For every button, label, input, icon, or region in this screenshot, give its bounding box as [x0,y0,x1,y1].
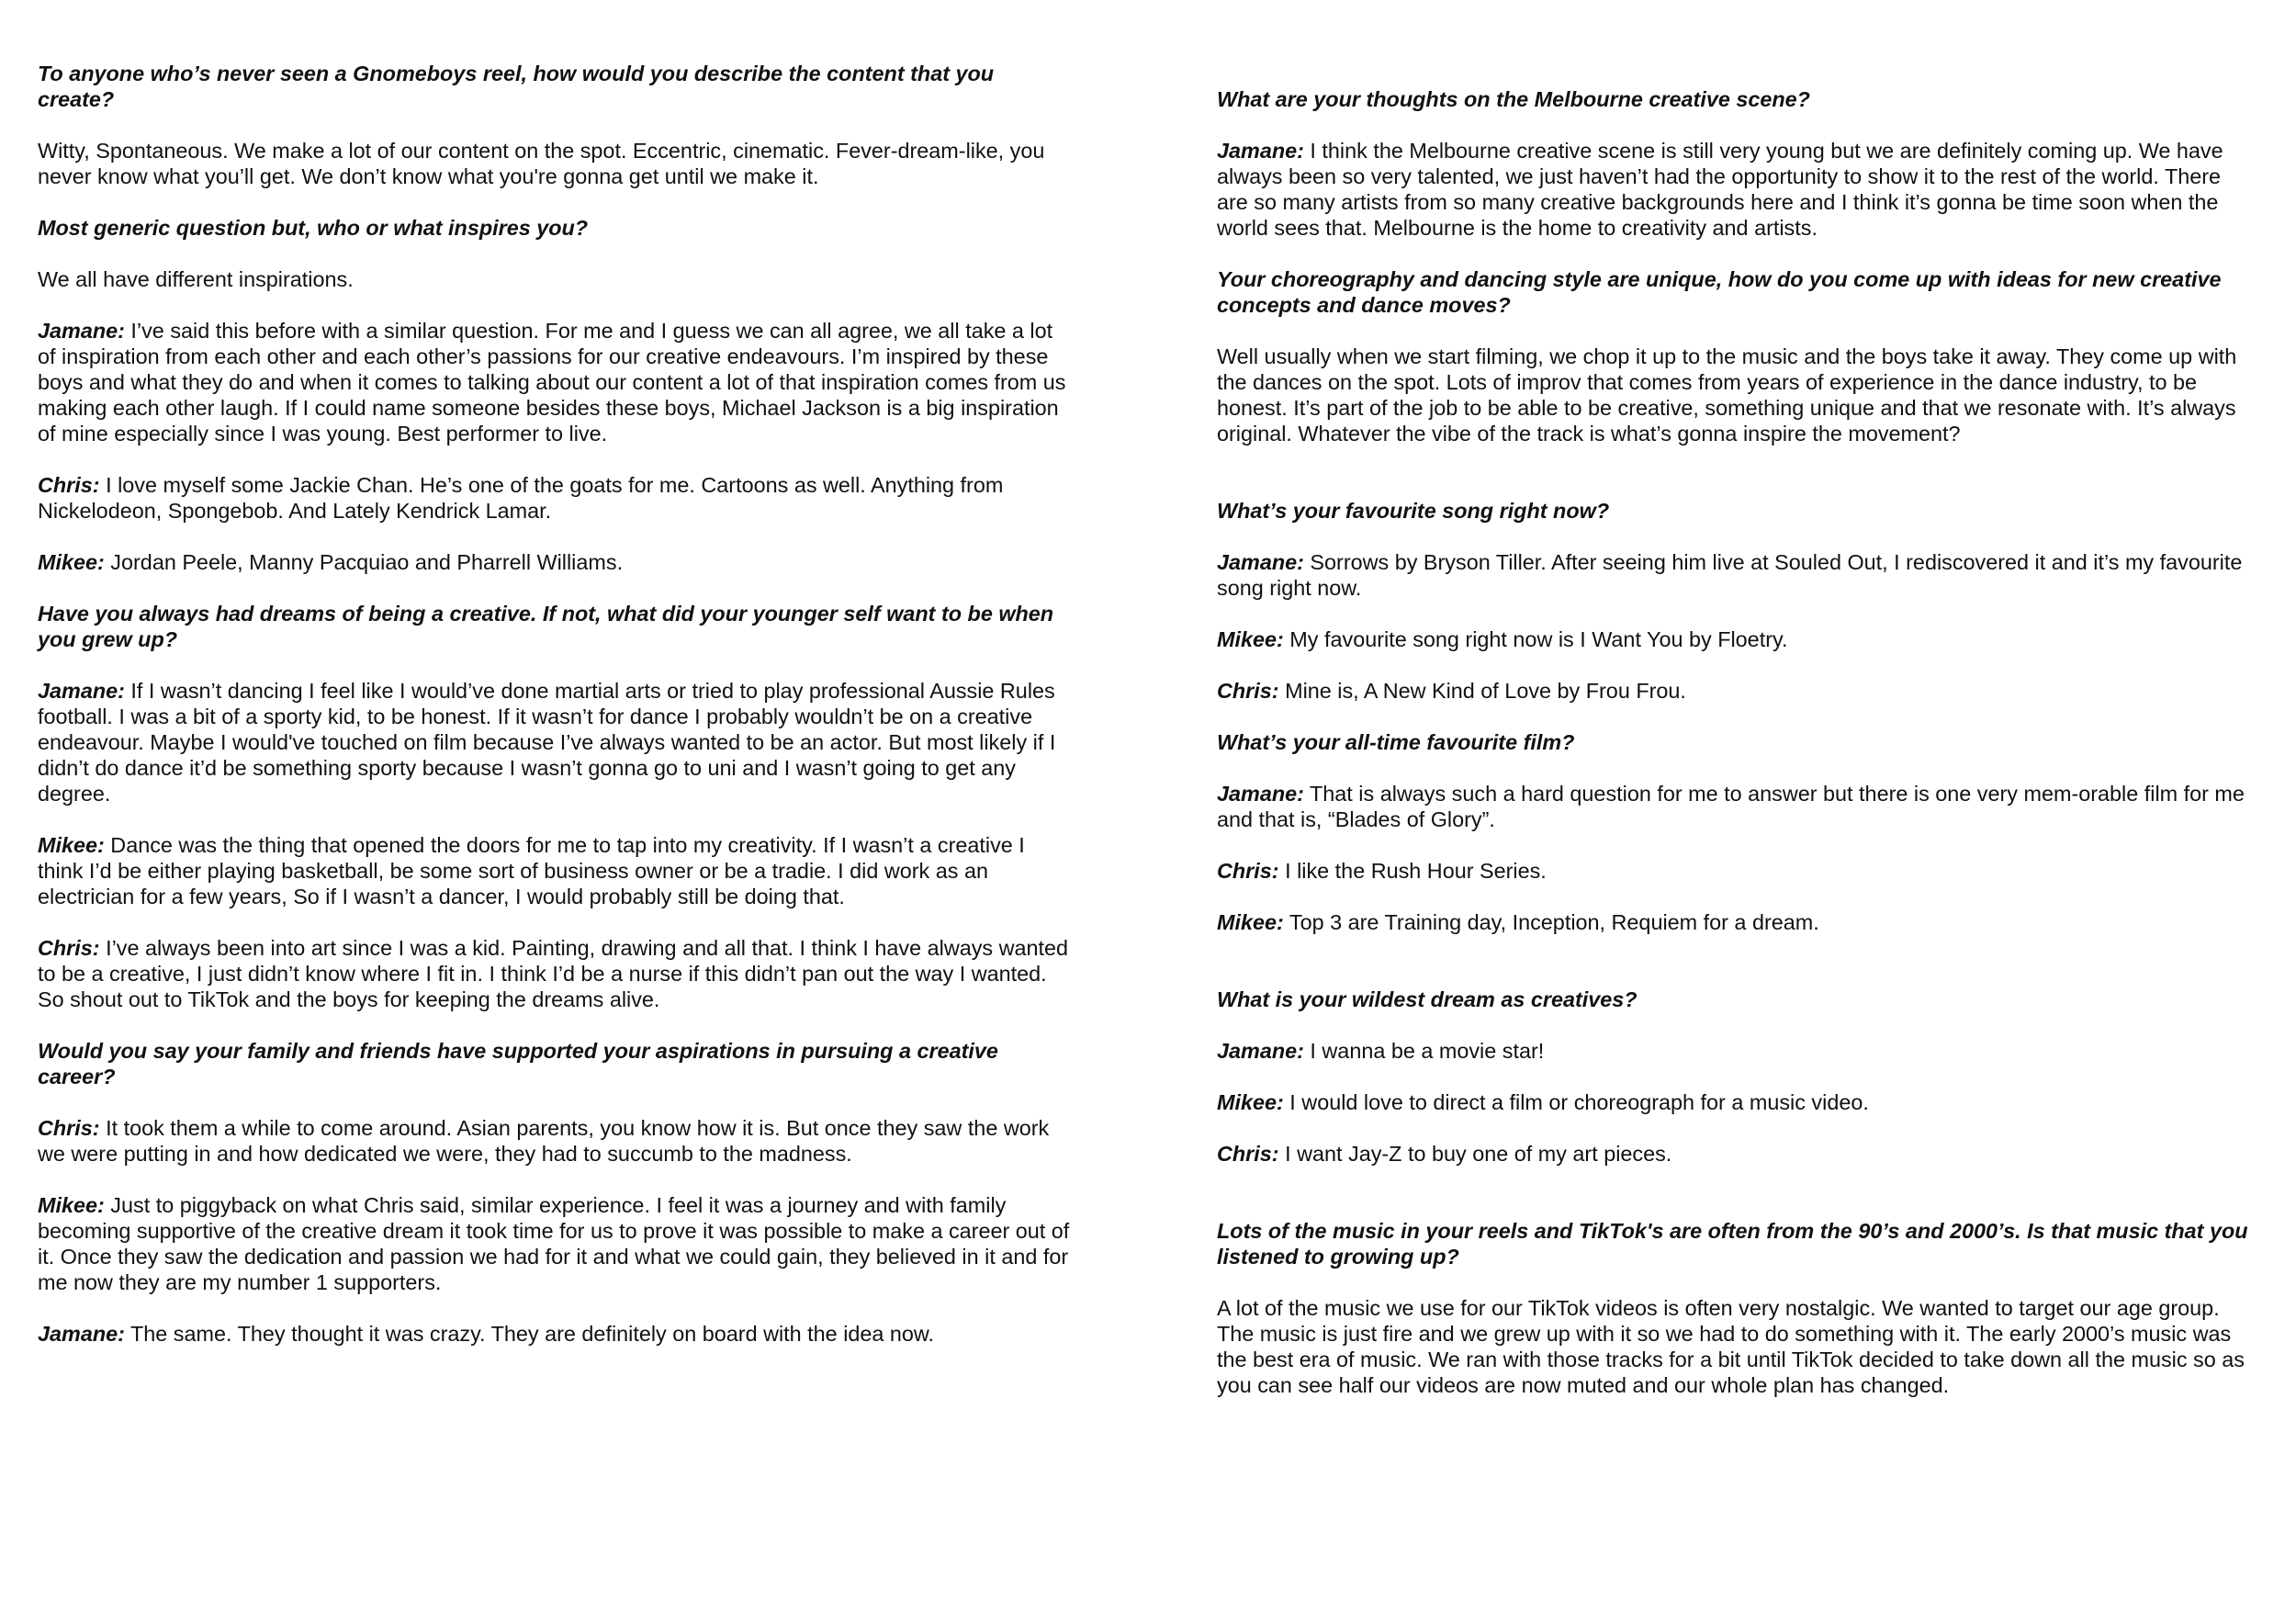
interview-answer [1217,678,2250,704]
interview-question: What’s your all-time favourite film? [1217,730,1575,754]
interview-answer [1217,1089,2250,1115]
answer-text: The same. They thought it was crazy. They are definitely on board with the idea now. [124,1322,935,1346]
speaker-name: Chris: [38,473,100,497]
speaker-name: Mikee: [38,1193,105,1217]
interview-paragraph: Well usually when we start filming, we chop it up to the music and the boys take it away. They come up with the dances on the spot. Lots of improv that comes from years of experience in the dance industry, to be honest. It’s part of the job to be able to be creative, something unique and that we resonate with. It’s always original. Whatever the vibe of the track is what’s gonna inspire the movement? [1217,344,2237,445]
interview-answer [38,935,1071,1012]
interview-answer [38,1192,1071,1295]
interview-question: What is your wildest dream as creatives? [1217,987,1638,1011]
answer-text: I like the Rush Hour Series. [1278,859,1547,883]
interview-answer [1217,1038,2250,1064]
answer-text: It took them a while to come around. Asian parents, you know how it is. But once they saw the work we were putting in and how dedicated we were, they had to succumb to the madness. [38,1116,1050,1166]
interview-paragraph: We all have different inspirations. [38,267,354,291]
interview-question: Lots of the music in your reels and TikTok's are often from the 90’s and 2000’s. Is that music that you listened to growing up? [1217,1219,2248,1269]
speaker-name: Chris: [38,1116,100,1140]
speaker-name: Jamane: [1217,1039,1304,1063]
interview-answer [1217,1141,2250,1167]
right-page-column [1217,0,2250,1424]
answer-text: Just to piggyback on what Chris said, similar experience. I feel it was a journey and with family becoming supportive of the creative dream it took time for us to prove it was possible to make a career out of it. Once they saw the dedication and passion we had for it and what we could gain, they believed in it and for me now they are my number 1 supporters. [38,1193,1070,1294]
left-page-column [38,0,1071,1372]
interview-answer [38,832,1071,909]
interview-question: Most generic question but, who or what inspires you? [38,216,589,240]
interview-question: What’s your favourite song right now? [1217,499,1610,523]
speaker-name: Mikee: [38,550,105,574]
speaker-name: Jamane: [38,1322,125,1346]
interview-answer [38,678,1071,806]
answer-text: Sorrows by Bryson Tiller. After seeing him live at Souled Out, I rediscovered it and it’s my favourite song right now. [1217,550,2243,600]
speaker-name: Mikee: [1217,627,1284,651]
interview-answer [1217,549,2250,601]
interview-paragraph: A lot of the music we use for our TikTok videos is often very nostalgic. We wanted to target our age group. The music is just fire and we grew up with it so we had to do something with it. The early 2000’s music was the best era of music. We ran with those tracks for a bit until TikTok decided to take down all the music so as you can see half our videos are now muted and our whole plan has changed. [1217,1296,2245,1397]
answer-text: I’ve said this before with a similar question. For me and I guess we can all agree, we all take a lot of inspiration from each other and each other’s passions for our creative endeavours. I’m inspired by these boys and what they do and when it comes to talking about our content a lot of that inspiration comes from us making each other laugh. If I could name someone besides these boys, Michael Jackson is a big inspiration of mine especially since I was young. Best performer to live. [38,319,1066,445]
answer-text: I want Jay-Z to buy one of my art pieces. [1278,1142,1672,1166]
answer-text: I think the Melbourne creative scene is still very young but we are definitely coming up. We have always been so very talented, we just haven’t had the opportunity to show it to the rest of the world. There are so many artists from so many creative backgrounds here and I think it’s gonna be time soon when the world sees that. Melbourne is the home to creativity and artists. [1217,139,2223,240]
interview-question: To anyone who’s never seen a Gnomeboys reel, how would you describe the content that you create? [38,62,995,111]
speaker-name: Mikee: [1217,1090,1284,1114]
speaker-name: Jamane: [1217,782,1304,806]
interview-answer [1217,781,2250,832]
answer-text: I love myself some Jackie Chan. He’s one of the goats for me. Cartoons as well. Anything from Nickelodeon, Spongebob. And Lately Kendrick Lamar. [38,473,1004,523]
speaker-name: Chris: [1217,859,1279,883]
answer-text: That is always such a hard question for me to answer but there is one very mem-orable film for me and that is, “Blades of Glory”. [1217,782,2245,831]
interview-answer [38,472,1071,524]
answer-text: Dance was the thing that opened the doors for me to tap into my creativity. If I wasn’t a creative I think I’d be either playing basketball, be some sort of business owner or be a tradie. I did work as an electrician for a few years, So if I wasn’t a dancer, I would probably still be doing that. [38,833,1025,908]
speaker-name: Chris: [1217,1142,1279,1166]
speaker-name: Jamane: [1217,139,1304,163]
speaker-name: Jamane: [38,319,125,343]
answer-text: Mine is, A New Kind of Love by Frou Frou. [1278,679,1686,703]
speaker-name: Mikee: [38,833,105,857]
answer-text: Jordan Peele, Manny Pacquiao and Pharrell Williams. [104,550,624,574]
answer-text: If I wasn’t dancing I feel like I would’ve done martial arts or tried to play professional Aussie Rules football. I was a bit of a sporty kid, to be honest. If it wasn’t for dance I probably wouldn’t be on a creative endeavour. Maybe I would've touched on film because I’ve always wanted to be an actor. But most likely if I didn’t do dance it’d be something sporty because I wasn’t gonna go to uni and I wasn’t going to get any degree. [38,679,1056,806]
interview-question: What are your thoughts on the Melbourne creative scene? [1217,87,1810,111]
interview-answer [38,1115,1071,1167]
speaker-name: Mikee: [1217,910,1284,934]
interview-answer [38,549,1071,575]
speaker-name: Chris: [38,936,100,960]
interview-answer [1217,138,2250,241]
answer-text: I wanna be a movie star! [1303,1039,1545,1063]
interview-answer [38,1321,1071,1347]
interview-answer [1217,858,2250,884]
interview-question: Your choreography and dancing style are unique, how do you come up with ideas for new creative concepts and dance moves? [1217,267,2222,317]
answer-text: Top 3 are Training day, Inception, Requiem for a dream. [1283,910,1819,934]
speaker-name: Chris: [1217,679,1279,703]
answer-text: I would love to direct a film or choreograph for a music video. [1283,1090,1869,1114]
interview-answer [1217,626,2250,652]
interview-question: Have you always had dreams of being a creative. If not, what did your younger self want to be when you grew up? [38,602,1054,651]
interview-question: Would you say your family and friends have supported your aspirations in pursuing a creative career? [38,1039,998,1088]
speaker-name: Jamane: [38,679,125,703]
interview-answer [38,318,1071,446]
answer-text: My favourite song right now is I Want You by Floetry. [1283,627,1788,651]
interview-paragraph: Witty, Spontaneous. We make a lot of our content on the spot. Eccentric, cinematic. Fever-dream-like, you never know what you’ll get. We don’t know what you're gonna get until we make it. [38,139,1045,188]
answer-text: I’ve always been into art since I was a kid. Painting, drawing and all that. I think I have always wanted to be a creative, I just didn’t know where I fit in. I think I’d be a nurse if this didn’t pan out the way I wanted. So shout out to TikTok and the boys for keeping the dreams alive. [38,936,1069,1011]
speaker-name: Jamane: [1217,550,1304,574]
interview-answer [1217,909,2250,935]
